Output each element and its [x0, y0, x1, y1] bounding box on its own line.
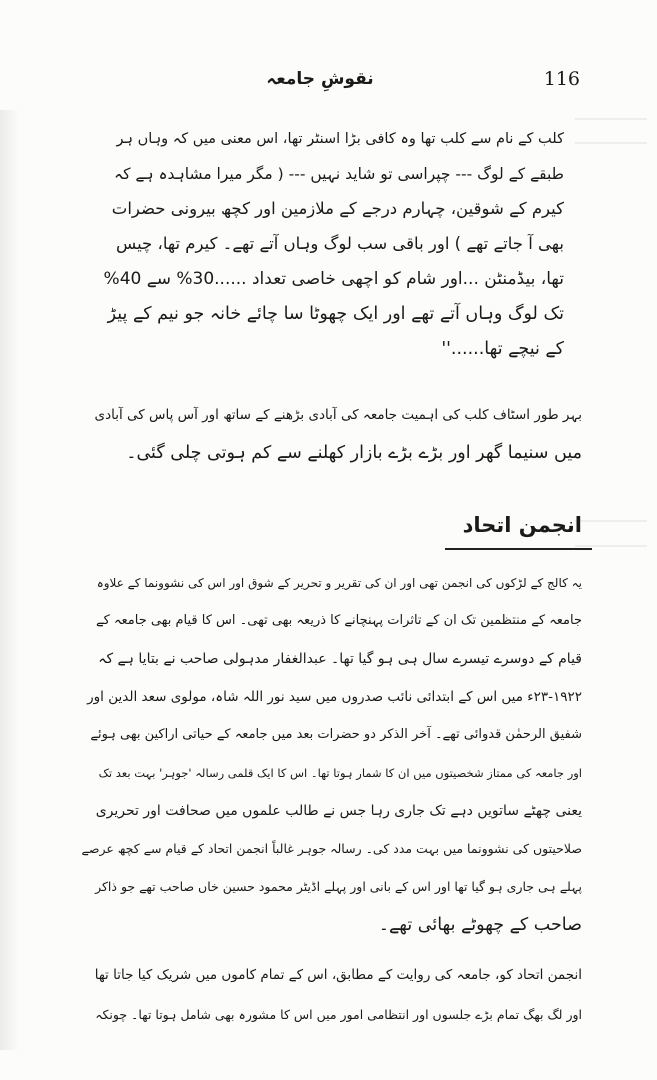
heading-underline: [445, 548, 592, 550]
paragraph-line: صلاحیتوں کی نشوونما میں بہت مدد کی۔ رسالہ جوہر غالباً انجمن اتحاد کے قیام سے کچھ عرصے: [81, 841, 582, 856]
paragraph-line: اور جامعہ کی ممتاز شخصیتوں میں ان کا شمار ہوتا تھا۔ اس کا ایک قلمی رسالہ 'جوہر' بہت بعد تک: [98, 766, 582, 780]
paragraph-line: یہ کالج کے لڑکوں کی انجمن تھی اور ان کی تقریر و تحریر کے شوق اور اس کی نشوونما کے علاوہ: [96, 576, 582, 590]
bleed-through-mark: [575, 118, 647, 120]
page-header: [60, 62, 580, 102]
quote-line: تک لوگ وہاں آتے تھے اور ایک چھوٹا سا چائے خانہ جو نیم کے پیڑ: [107, 304, 564, 324]
paragraph-line: میں سنیما گھر اور بڑے بڑے بازار کھلنے سے کم ہوتی چلی گئی۔: [126, 443, 582, 463]
quote-line: بھی آ جاتے تھے ) اور باقی سب لوگ وہاں آتے تھے۔ کیرم تھا، چیس: [116, 234, 564, 253]
running-title: نقوشِ جامعہ: [266, 69, 374, 89]
page-edge-shadow: [0, 110, 20, 1050]
bleed-through-mark: [575, 545, 647, 547]
quote-line: تھا، بیڈمنٹن ...اور شام کو اچھی خاصی تعداد ......30% سے 40%: [103, 269, 564, 289]
paragraph-line: پہلے ہی جاری ہو گیا تھا اور اس کے بانی اور پہلے اڈیٹر محمود حسین خاں صاحب تھے جو ذاکر: [95, 879, 582, 894]
bleed-through-mark: [575, 520, 647, 522]
section-heading: انجمن اتحاد: [462, 513, 582, 537]
paragraph-line: صاحب کے چھوٹے بھائی تھے۔: [378, 915, 582, 935]
page-number: 116: [543, 68, 580, 90]
bleed-through-mark: [575, 142, 647, 144]
paragraph-line: اور لگ بھگ تمام بڑے جلسوں اور انتظامی امور میں اس کا مشورہ بھی شامل ہوتا تھا۔ چونکہ: [95, 1007, 582, 1022]
paragraph-line: جامعہ کے منتظمین تک ان کے تاثرات پہنچانے کا ذریعہ بھی تھی۔ اس کا قیام بھی جامعہ کے: [95, 613, 582, 628]
paragraph-line: شفیق الرحمٰن قدوائی تھے۔ آخر الذکر دو حضرات بعد میں جامعہ کے حیاتی اراکین بھی ہوئے: [90, 727, 582, 742]
quote-line: کیرم کے شوقین، چہارم درجے کے ملازمین اور کچھ بیرونی حضرات: [111, 199, 564, 218]
quote-line: کے نیچے تھا......'': [441, 339, 564, 359]
quote-line: طبقے کے لوگ --- چپراسی تو شاید نہیں --- ( مگر میرا مشاہدہ ہے کہ: [114, 165, 564, 183]
paragraph-line: ۲۳-۱۹۲۲ء میں اس کے ابتدائی نائب صدروں میں سید نور اللہ شاہ، مولوی سعد الدین اور: [87, 689, 582, 705]
paragraph-line: یعنی چھٹے ساتویں دہے تک جاری رہا جس نے طالب علموں میں صحافت اور تحریری: [95, 803, 582, 819]
paragraph-line: بہر طور اسٹاف کلب کی اہمیت جامعہ کی آبادی بڑھنے کے ساتھ اور آس پاس کی آبادی: [94, 407, 582, 423]
paragraph-line: انجمن اتحاد کو، جامعہ کی روایت کے مطابق، اس کے تمام کاموں میں شریک کیا جاتا تھا: [94, 967, 582, 983]
paragraph-line: قیام کے دوسرے تیسرے سال ہی ہو گیا تھا۔ عبدالغفار مدہولی صاحب نے بتایا ہے کہ: [98, 651, 582, 667]
quote-line: کلب کے نام سے کلب تھا وہ کافی بڑا اسنٹر تھا، اس معنی میں کہ وہاں ہر: [116, 131, 564, 147]
